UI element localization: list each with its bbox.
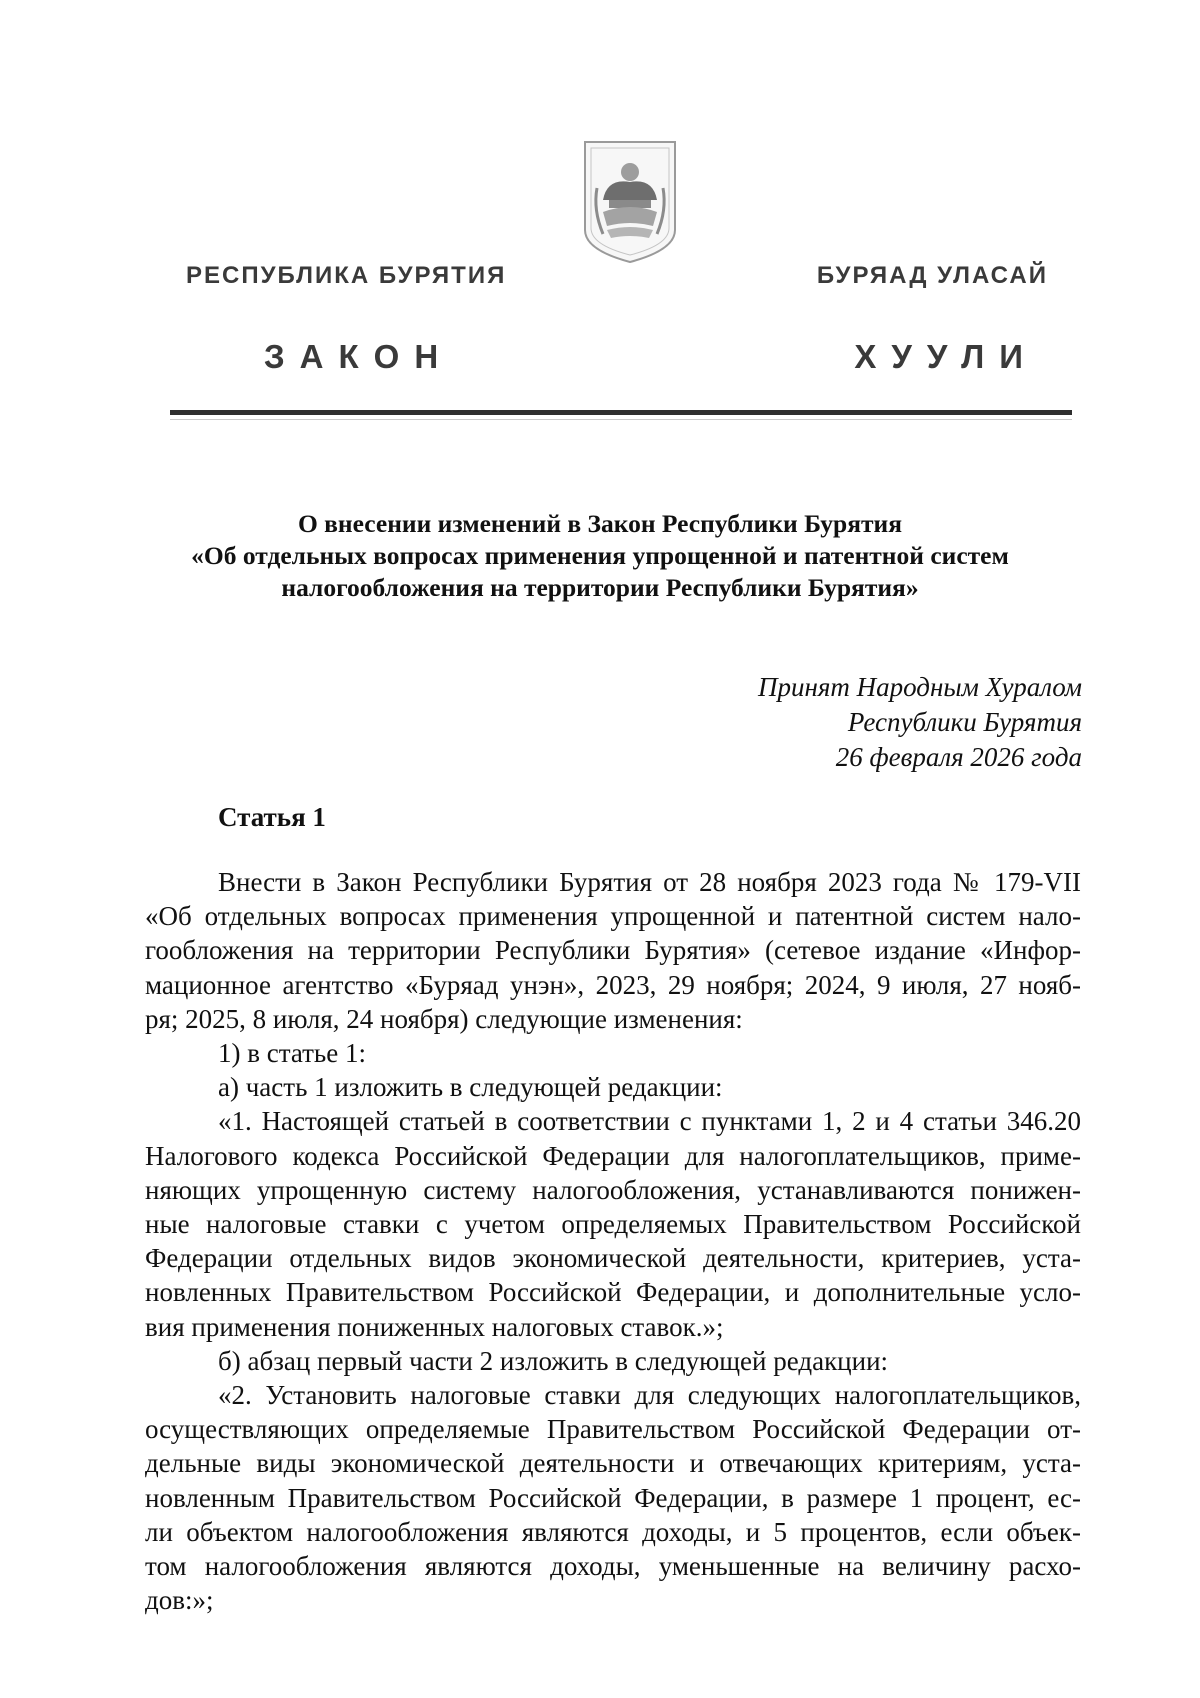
body-line: вия применения пониженных налоговых ставок.»; <box>145 1311 724 1342</box>
body-line: гообложения на территории Республики Бурятия» (сетевое издание «Инфор- <box>145 935 1081 966</box>
body-line: ря; 2025, 8 июля, 24 ноября) следующие изменения: <box>145 1003 743 1034</box>
body-line: 1) в статье 1: <box>218 1038 366 1069</box>
body-line: дов:»; <box>145 1585 214 1616</box>
body-line: дельные виды экономической деятельности и отвечающих критериям, уста- <box>145 1448 1081 1479</box>
body-line: «2. Установить налоговые ставки для следующих налогоплательщиков, <box>218 1380 1081 1411</box>
body-line: Внести в Закон Республики Бурятия от 28 ноября 2023 года № 179-VII <box>218 867 1081 897</box>
body-line: Налогового кодекса Российской Федерации для налогоплательщиков, приме- <box>145 1140 1081 1171</box>
law-label-russian: ЗАКОН <box>264 338 454 375</box>
body-line: а) часть 1 изложить в следующей редакции: <box>218 1072 723 1103</box>
article-body <box>145 865 1081 1617</box>
header-divider <box>170 410 1072 415</box>
adoption-date: 26 февраля 2026 года <box>835 742 1082 772</box>
body-line: ли объектом налогообложения являются доходы, и 5 процентов, если объек- <box>145 1516 1081 1547</box>
body-line: новленным Правительством Российской Федерации, в размере 1 процент, ес- <box>145 1482 1081 1513</box>
adoption-note <box>758 670 1082 775</box>
body-line: мационное агентство «Буряад унэн», 2023, 29 ноября; 2024, 9 июля, 27 нояб- <box>145 969 1081 1000</box>
body-line: «Об отдельных вопросах применения упрощенной и патентной систем нало- <box>145 901 1081 932</box>
adoption-note-line: Республики Бурятия <box>847 707 1082 737</box>
law-title-line: О внесении изменений в Закон Республики Бурятия <box>297 509 903 538</box>
body-line: «1. Настоящей статьей в соответствии с пунктами 1, 2 и 4 статьи 346.20 <box>218 1106 1081 1137</box>
body-line: ные налоговые ставки с учетом определяемых Правительством Российской <box>145 1209 1081 1240</box>
law-title-line: «Об отдельных вопросах применения упрощенной и патентной систем <box>191 541 1009 570</box>
body-line: осуществляющих определяемые Правительством Российской Федерации от- <box>145 1414 1081 1445</box>
body-line: том налогообложения являются доходы, уменьшенные на величину расхо- <box>145 1551 1081 1582</box>
article-heading: Статья 1 <box>218 802 326 832</box>
body-line: б) абзац первый части 2 изложить в следующей редакции: <box>218 1345 889 1376</box>
adoption-note-line: Принят Народным Хуралом <box>757 672 1082 702</box>
body-line: Федерации отдельных видов экономической деятельности, критериев, уста- <box>145 1243 1081 1274</box>
republic-name-russian: РЕСПУБЛИКА БУРЯТИЯ <box>186 262 507 289</box>
law-title-line: налогообложения на территории Республики Бурятия» <box>281 573 919 602</box>
coat-of-arms-icon <box>581 138 679 266</box>
law-label-buryat: ХУУЛИ <box>854 338 1038 375</box>
body-line: няющих упрощенную систему налогообложения, устанавливаются понижен- <box>145 1174 1081 1205</box>
body-line: новленных Правительством Российской Федерации, и дополнительные усло- <box>145 1277 1081 1308</box>
law-title <box>130 508 1070 604</box>
header-divider-shadow <box>170 419 1072 420</box>
republic-name-buryat: БУРЯАД УЛАСАЙ <box>816 262 1048 289</box>
